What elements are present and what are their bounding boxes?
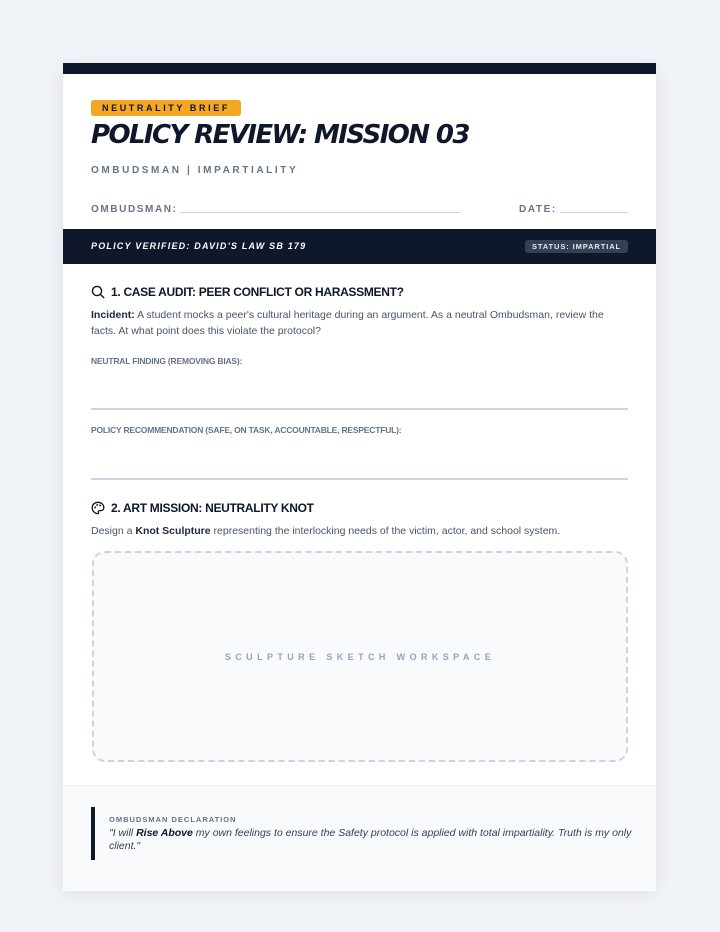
- date-line[interactable]: [560, 212, 628, 213]
- art-mission-heading: [91, 501, 314, 515]
- art-mission-text-start: Design a: [91, 525, 136, 537]
- workspace-label: SCULPTURE SKETCH WORKSPACE: [224, 651, 496, 662]
- art-mission-text-end: representing the interlocking needs of the victim, actor, and school system.: [210, 525, 561, 537]
- declaration-accent-bar: [91, 807, 95, 860]
- rise-above-term: Rise Above: [136, 827, 193, 839]
- ombudsman-name-line[interactable]: [180, 212, 461, 213]
- verification-text: POLICY VERIFIED: DAVID'S LAW SB 179: [91, 241, 307, 251]
- neutral-finding-label: NEUTRAL FINDING (REMOVING BIAS):: [91, 356, 243, 366]
- policy-recommendation-label: POLICY RECOMMENDATION (SAFE, ON TASK, ACCOUNTABLE, RESPECTFUL):: [91, 425, 402, 435]
- status-badge: STATUS: IMPARTIAL: [525, 240, 628, 253]
- policy-recommendation-answer-line[interactable]: [91, 478, 628, 480]
- incident-label: Incident:: [91, 309, 135, 321]
- verification-bar: [63, 229, 656, 264]
- case-audit-heading: [91, 285, 404, 299]
- declaration-quote: [109, 827, 634, 853]
- art-mission-title: 2. ART MISSION: NEUTRALITY KNOT: [111, 501, 314, 515]
- incident-text: [91, 307, 631, 339]
- knot-sculpture-term: Knot Sculpture: [135, 525, 211, 537]
- sculpture-sketch-workspace[interactable]: [92, 551, 628, 762]
- declaration-footer: [63, 785, 656, 891]
- declaration-quote-start: "I will: [109, 827, 137, 839]
- palette-icon: [91, 501, 105, 515]
- declaration-label: OMBUDSMAN DECLARATION: [109, 815, 237, 824]
- neutrality-badge: NEUTRALITY BRIEF: [91, 100, 241, 116]
- date-label: DATE:: [519, 204, 557, 215]
- page-title: POLICY REVIEW: MISSION 03: [91, 120, 469, 150]
- art-mission-text: [91, 523, 631, 539]
- case-audit-title: 1. CASE AUDIT: PEER CONFLICT OR HARASSMENT?: [111, 285, 404, 299]
- declaration-quote-end: my own feelings to ensure the Safety protocol is applied with total impartiality. Truth is my only client.": [109, 827, 632, 852]
- page-subtitle: OMBUDSMAN | IMPARTIALITY: [91, 165, 299, 176]
- worksheet-page: [63, 63, 656, 890]
- top-bar: [63, 63, 656, 74]
- search-icon: [91, 285, 105, 299]
- header: [63, 74, 656, 229]
- ombudsman-label: OMBUDSMAN:: [91, 204, 178, 215]
- incident-description: A student mocks a peer's cultural heritage during an argument. As a neutral Ombudsman, review the facts. At what point does this violate the protocol?: [91, 309, 604, 337]
- neutral-finding-answer-line[interactable]: [91, 408, 628, 410]
